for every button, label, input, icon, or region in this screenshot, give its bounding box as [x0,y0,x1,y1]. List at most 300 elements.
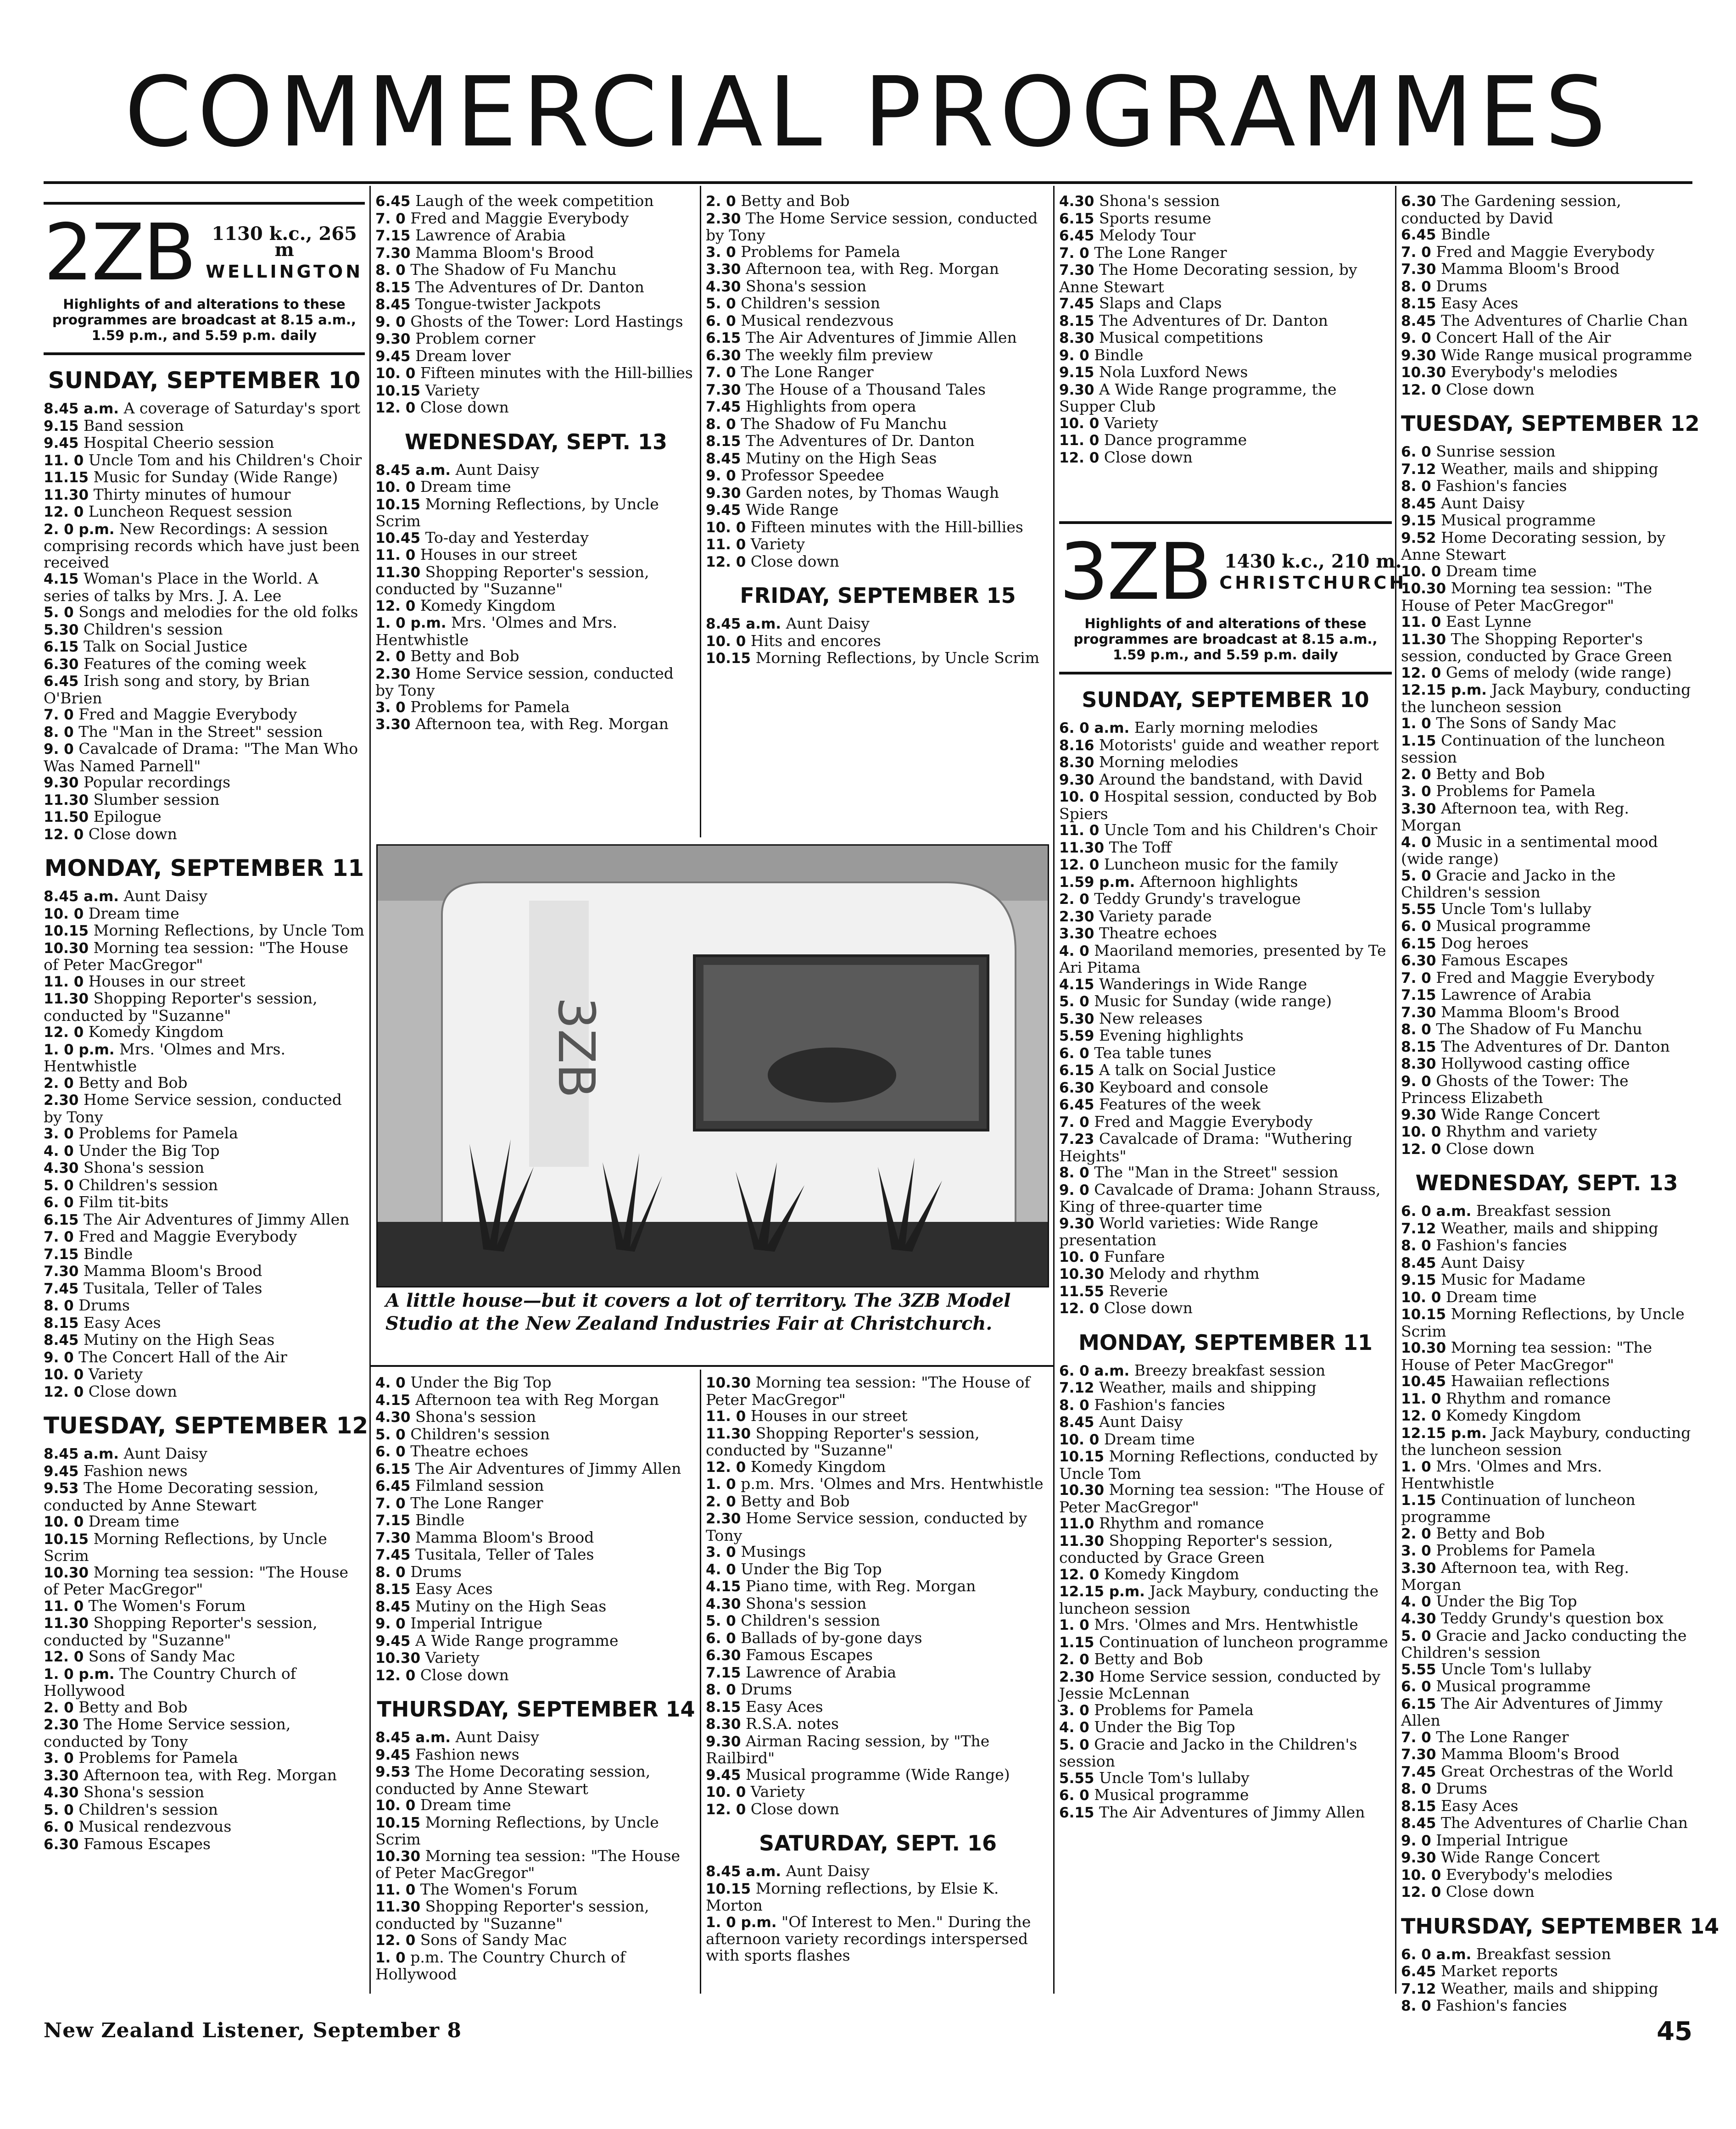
programme-entry [706,1699,1050,1716]
programme-time: 4. 0 [1401,1593,1431,1610]
programme-title: Weather, mails and shipping [1099,1378,1317,1396]
programme-title: Early morning melodies [1134,719,1318,736]
programme-time: 12. 0 [44,1024,84,1041]
programme-title: Fred and Maggie Everybody [1094,1112,1313,1131]
programme-entry [1059,193,1392,210]
programme-title: Afternoon tea, with Reg. Morgan [415,715,669,733]
programme-title: Theatre echoes [1099,924,1217,942]
programme-time: 3. 0 [1401,783,1431,800]
programme-title: Aunt Daisy [786,614,870,632]
programme-entry [1059,312,1392,330]
programme-time: 1.15 [1401,1492,1436,1509]
programme-entry [1059,1300,1392,1317]
programme-time: 9.53 [375,1764,411,1780]
programme-title: Tea table tunes [1094,1043,1212,1062]
programme-entry [44,706,365,724]
programme-time: 3.30 [1401,1560,1436,1577]
programme-time: 4.15 [706,1578,741,1595]
programme-title: Features of the coming week [84,654,307,673]
programme-title: Shona's session [746,1594,867,1612]
programme-time: 12. 0 [1401,1141,1441,1158]
programme-time: 6.15 [44,1211,79,1228]
programme-title: Evening highlights [1099,1026,1244,1044]
programme-time: 6. 0 [1401,444,1431,460]
programme-entry [44,791,365,809]
programme-title: Morning tea session: "The House of Peter MacGregor" [1059,1481,1384,1516]
programme-entry [375,1797,697,1814]
programme-time: 10. 0 [375,365,416,382]
programme-entry [1059,1583,1392,1616]
programme-title: Bindle [84,1244,133,1263]
programme-entry [44,503,365,521]
programme-time: 10.30 [706,1375,751,1391]
programme-title: Hospital Cheerio session [84,434,274,451]
programme-entry [1059,1482,1392,1515]
programme-title: Bindle [1094,346,1144,364]
programme-entry [1401,478,1692,495]
programme-entry [1059,432,1392,449]
programme-entry [44,1564,365,1598]
programme-time: 7.45 [1059,295,1094,312]
programme-entry [1059,822,1392,839]
programme-time: 6.15 [1059,1804,1094,1821]
programme-time: 12. 0 [1401,381,1441,398]
programme-entry [44,638,365,656]
programme-time: 10.15 [1059,1449,1105,1465]
programme-time: 8. 0 [375,262,406,279]
programme-title: Mrs. 'Olmes and Mrs. Hentwhistle [1094,1616,1358,1633]
programme-title: Aunt Daisy [123,1444,207,1462]
programme-title: R.S.A. notes [746,1715,839,1733]
programme-title: Morning tea session: "The House of Peter MacGregor" [1401,579,1652,614]
programme-title: Morning Reflections, by Uncle Scrim [375,1813,659,1848]
programme-time: 7.12 [1401,1980,1436,1997]
programme-title: Breakfast session [1476,1945,1611,1963]
programme-time: 12.15 p.m. [1401,1425,1487,1442]
programme-time: 7.30 [44,1263,79,1280]
programme-time: 2. 0 [1401,1525,1431,1542]
programme-title: The Shadow of Fu Manchu [410,261,617,279]
programme-entry [1401,613,1692,631]
programme-title: Ghosts of the Tower: The Princess Elizabeth [1401,1071,1629,1107]
programme-time: 10.15 [44,1531,89,1548]
programme-title: Morning Reflections, by Uncle Scrim [375,495,659,530]
programme-time: 5.55 [1401,901,1436,918]
programme-title: Drums [1436,277,1487,295]
programme-entry [706,519,1050,536]
programme-title: Teddy Grundy's travelogue [1094,890,1301,908]
programme-title: Musical programme [1094,1786,1249,1804]
programme-time: 11. 0 [706,536,746,553]
programme-title: The Lone Ranger [1436,1728,1569,1746]
programme-time: 12. 0 [44,1649,84,1665]
programme-time: 7.15 [1401,987,1436,1003]
programme-entry [1059,364,1392,381]
programme-entry [375,546,697,564]
programme-title: Betty and Bob [1094,1650,1203,1668]
programme-title: East Lynne [1446,613,1532,630]
programme-title: Morning melodies [1099,753,1239,771]
programme-entry [706,329,1050,347]
programme-title: The Home Service session, conducted by Tony [706,209,1038,244]
programme-entry [706,1880,1050,1914]
programme-title: The Lone Ranger [741,363,874,381]
programme-title: Melody Tour [1099,226,1196,244]
programme-time: 2. 0 p.m. [44,521,115,538]
programme-entry [1401,1867,1692,1884]
programme-time: 7.30 [375,245,411,262]
programme-entry [44,435,365,452]
programme-entry [706,278,1050,295]
programme-entry [1059,1027,1392,1045]
programme-time: 10. 0 [706,519,746,536]
programme-time: 7. 0 [44,707,74,723]
programme-title: Lawrence of Arabia [746,1663,897,1681]
programme-time: 7. 0 [1059,1114,1089,1131]
programme-title: Shopping Reporter's session, conducted by Grace Green [1059,1531,1333,1566]
programme-title: Uncle Tom and his Children's Choir [88,451,362,469]
column-2-upper [375,193,697,844]
programme-time: 1. 0 p.m. [44,1666,115,1683]
programme-title: Music for Madame [1441,1271,1585,1288]
programme-title: Aunt Daisy [1441,494,1525,512]
programme-title: Hits and encores [750,631,881,650]
programme-time: 9.15 [1059,364,1094,381]
programme-title: Problems for Pamela [1436,1541,1596,1559]
programme-entry [1401,512,1692,529]
programme-time: 12. 0 [375,400,416,416]
programme-time: 9. 0 [706,468,736,484]
programme-entry [1401,1815,1692,1832]
programme-entry [44,418,365,435]
programme-entry [706,398,1050,416]
programme-entry [375,1409,697,1426]
programme-time: 5.30 [1059,1010,1094,1027]
programme-title: Filmland session [415,1477,544,1494]
programme-entry [375,1529,697,1547]
programme-time: 11.0 [1059,1516,1094,1532]
programme-time: 5. 0 [1059,993,1089,1010]
programme-time: 11. 0 [375,1881,416,1898]
programme-time: 9. 0 [44,1349,74,1366]
programme-entry [1401,580,1692,613]
programme-entry [706,650,1050,667]
programme-time: 7.30 [1401,1746,1436,1763]
programme-entry [44,1648,365,1666]
programme-entry [706,261,1050,278]
programme-entry [1401,1038,1692,1056]
programme-title: Morning tea session: "The House of Peter MacGregor" [706,1373,1030,1409]
programme-entry [1401,1627,1692,1661]
programme-title: Hawaiian reflections [1451,1372,1610,1390]
programme-title: Keyboard and console [1099,1078,1269,1096]
programme-entry [1401,664,1692,682]
programme-entry [44,1280,365,1298]
programme-entry [1401,461,1692,478]
programme-title: Laugh of the week competition [415,192,654,210]
programme-entry [1401,1849,1692,1867]
programme-time: 8.15 [1059,312,1094,329]
programme-time: 11.30 [44,791,89,808]
programme-entry [44,1143,365,1160]
programme-title: Musings [741,1543,806,1561]
programme-title: The Adventures of Charlie Chan [1441,1814,1688,1832]
programme-time: 9. 0 [375,313,406,330]
programme-title: The Shadow of Fu Manchu [1436,1020,1642,1038]
programme-entry [1401,715,1692,732]
programme-time: 10. 0 [706,633,746,650]
programme-entry [706,633,1050,650]
programme-title: The Concert Hall of the Air [78,1348,287,1366]
programme-entry [44,1041,365,1075]
programme-entry [44,1228,365,1246]
programme-entry [44,1767,365,1784]
programme-time: 8.45 a.m. [706,1863,781,1880]
programme-title: Home Service session, conducted by Tony [44,1091,342,1126]
programme-title: Variety [750,1783,805,1800]
programme-time: 3. 0 [706,244,736,261]
programme-title: Close down [1446,1883,1535,1900]
programme-title: Dream time [1446,562,1537,580]
programme-title: Continuation of luncheon programme [1099,1633,1388,1651]
programme-time: 9.30 [1401,1106,1436,1123]
programme-title: Variety [750,535,805,553]
programme-time: 8. 0 [1059,1165,1089,1181]
programme-entry [706,244,1050,261]
programme-time: 2. 0 [375,648,406,665]
programme-title: Wide Range [746,501,839,518]
programme-entry [1059,1448,1392,1482]
programme-title: Mamma Bloom's Brood [415,243,594,262]
programme-time: 9. 0 [1401,330,1431,346]
programme-entry [375,1546,697,1564]
programme-time: 1. 0 [1401,715,1431,732]
programme-title: Variety [1104,413,1159,432]
programme-time: 8.45 [1401,1254,1436,1271]
programme-title: Mrs. 'Olmes and Mrs. Hentwhistle [44,1040,285,1075]
programme-entry [706,1612,1050,1630]
programme-title: Imperial Intrigue [1436,1831,1569,1849]
programme-time: 8.45 [375,1598,411,1615]
programme-title: Fifteen minutes with the Hill-billies [420,364,693,382]
programme-title: Afternoon tea, with Reg. Morgan [746,260,999,278]
programme-entry [44,1445,365,1463]
programme-entry [1401,1306,1692,1339]
programme-time: 11. 0 [1401,1390,1441,1407]
programme-time: 12. 0 [1401,1884,1441,1900]
programme-title: Cavalcade of Drama: "Wuthering Heights" [1059,1130,1352,1165]
programme-entry [44,1463,365,1480]
programme-time: 10. 0 [44,1366,84,1383]
programme-title: Lawrence of Arabia [1441,986,1592,1003]
programme-entry [706,1544,1050,1561]
programme-entry [375,296,697,313]
programme-time: 6.15 [1059,210,1094,227]
programme-title: The Adventures of Charlie Chan [1441,311,1688,329]
programme-time: 10. 0 [1401,1289,1441,1306]
programme-time: 8.15 [44,1315,79,1332]
programme-title: The Shopping Reporter's session, conducted by Grace Green [1401,630,1672,665]
programme-title: Close down [420,1666,509,1684]
programme-time: 7. 0 [1401,244,1431,261]
programme-title: Weather, mails and shipping [1441,1979,1658,1997]
studio-photo [376,844,1049,1287]
programme-title: Musical rendezvous [741,311,894,329]
programme-time: 10.45 [1401,1373,1446,1390]
programme-time: 3.30 [1059,925,1094,942]
programme-entry [44,1246,365,1263]
programme-title: The Lone Ranger [410,1494,543,1512]
programme-title: Piano time, with Reg. Morgan [746,1577,976,1595]
programme-entry [1401,1610,1692,1627]
programme-time: 7. 0 [44,1229,74,1245]
programme-title: Easy Aces [1441,294,1518,312]
programme-entry [375,648,697,665]
day-heading: FRIDAY, SEPTEMBER 15 [740,583,1016,608]
programme-time: 10. 0 [1401,563,1441,580]
programme-time: 6. 0 [706,1630,736,1647]
programme-time: 9. 0 [375,1616,406,1632]
programme-time: 9. 0 [1401,1073,1431,1090]
programme-time: 6.45 [1059,228,1094,244]
programme-time: 8. 0 [1059,1397,1089,1414]
programme-title: A Wide Range programme, the Supper Club [1059,380,1337,415]
programme-time: 10. 0 [1401,1867,1441,1884]
programme-title: New Recordings: A session comprising records which have just been received [44,519,360,571]
programme-time: 6. 0 a.m. [1401,1203,1472,1220]
programme-time: 5.55 [1059,1770,1094,1787]
programme-entry [1059,856,1392,874]
programme-title: Close down [1104,448,1193,466]
programme-entry [1401,1073,1692,1106]
programme-entry [1401,563,1692,580]
programme-entry [375,1374,697,1392]
programme-entry [706,553,1050,571]
programme-time: 10.15 [44,923,89,939]
programme-entry [1401,1141,1692,1158]
programme-title: Cavalcade of Drama: Johann Strauss, King of three-quarter time [1059,1180,1381,1215]
programme-entry [1059,1515,1392,1533]
programme-entry [706,536,1050,553]
programme-time: 5. 0 [1401,867,1431,884]
programme-entry [1401,1390,1692,1408]
programme-title: Film tit-bits [78,1193,169,1211]
programme-title: Morning reflections, by Elsie K. Morton [706,1879,999,1914]
day-heading: TUESDAY, SEPTEMBER 12 [1401,411,1700,436]
programme-time: 10.30 [1401,580,1446,597]
programme-entry [1059,1651,1392,1668]
station-city: CHRISTCHURCH [1219,573,1407,593]
programme-time: 9.45 [375,1746,411,1763]
programme-entry [1059,839,1392,857]
programme-time: 4.30 [44,1160,79,1176]
programme-title: Betty and Bob [1436,1524,1545,1542]
programme-title: The Home Service session, conducted by Tony [44,1715,291,1750]
programme-entry [1059,1668,1392,1702]
programme-time: 3. 0 [706,1544,736,1561]
programme-entry [1401,226,1692,244]
programme-entry [375,1581,697,1598]
programme-time: 10.30 [44,1564,89,1581]
programme-title: The Air Adventures of Jimmy Allen [1401,1694,1663,1729]
programme-time: 5. 0 [44,1177,74,1194]
programme-time: 11.30 [1401,631,1446,648]
programme-time: 5. 0 [44,1801,74,1818]
programme-entry [706,450,1050,468]
programme-entry [706,193,1050,210]
programme-title: Nola Luxford News [1099,363,1248,381]
programme-title: Easy Aces [415,1580,493,1598]
programme-entry [375,1615,697,1633]
programme-title: Rhythm and variety [1446,1122,1597,1140]
programme-time: 4. 0 [1401,834,1431,851]
programme-time: 7. 0 [1401,1729,1431,1746]
programme-entry [1401,1678,1692,1695]
programme-title: Drums [410,1562,462,1581]
programme-title: Jack Maybury, conducting the luncheon session [1401,1423,1691,1459]
programme-time: 1. 0 p.m. [44,1041,115,1058]
programme-title: Musical programme (Wide Range) [746,1765,1010,1783]
programme-entry [706,502,1050,519]
station-note: Highlights of and alterations to these programmes are broadcast at 8.15 a.m., 1.59 p.m., and 5.59 p.m. daily [52,296,356,343]
programme-time: 12. 0 [1059,857,1100,873]
programme-entry [375,348,697,365]
programme-title: The House of a Thousand Tales [746,380,986,398]
programme-time: 10. 0 [1401,1124,1441,1140]
programme-time: 12.15 p.m. [1401,682,1487,698]
programme-entry [44,1750,365,1767]
programme-title: The Adventures of Dr. Danton [1099,311,1328,329]
programme-entry [44,1332,365,1349]
programme-time: 8.15 [375,1581,411,1598]
programme-time: 2.30 [375,665,411,682]
programme-entry [375,313,697,331]
programme-entry [44,922,365,940]
programme-title: Morning tea session: "The House of Peter MacGregor" [44,1563,349,1598]
programme-title: Jack Maybury, conducting the luncheon session [1059,1582,1379,1617]
programme-title: Mamma Bloom's Brood [415,1528,594,1546]
day-heading: MONDAY, SEPTEMBER 11 [44,855,364,881]
programme-entry [1059,891,1392,908]
programme-title: Sons of Sandy Mac [420,1931,567,1949]
programme-entry [44,1366,365,1383]
programme-entry [1401,1271,1692,1289]
programme-title: Dream time [1104,1430,1195,1448]
programme-title: Shona's session [746,277,867,295]
programme-time: 7.23 [1059,1131,1094,1148]
programme-entry [1401,986,1692,1004]
programme-entry [706,433,1050,450]
programme-time: 6.45 [1401,227,1436,243]
column-divider [700,1370,701,1994]
programme-title: The Home Decorating session, by Anne Stewart [1059,261,1357,296]
programme-title: Continuation of the luncheon session [1401,731,1665,766]
programme-entry [1059,210,1392,228]
programme-title: Gracie and Jacko in the Children's session [1401,866,1616,901]
programme-entry [375,365,697,382]
programme-title: Cavalcade of Drama: "The Man Who Was Named Parnell" [44,740,358,775]
programme-entry [44,1480,365,1513]
programme-entry [1401,1997,1692,2015]
programme-entry [1059,1096,1392,1114]
programme-title: Fred and Maggie Everybody [78,705,297,723]
programme-entry [1059,719,1392,737]
programme-time: 12. 0 [1059,449,1100,466]
programme-entry [44,1716,365,1750]
programme-time: 4.30 [1401,1611,1436,1627]
programme-entry [706,1374,1050,1408]
programme-title: Mamma Bloom's Brood [1441,1745,1620,1763]
